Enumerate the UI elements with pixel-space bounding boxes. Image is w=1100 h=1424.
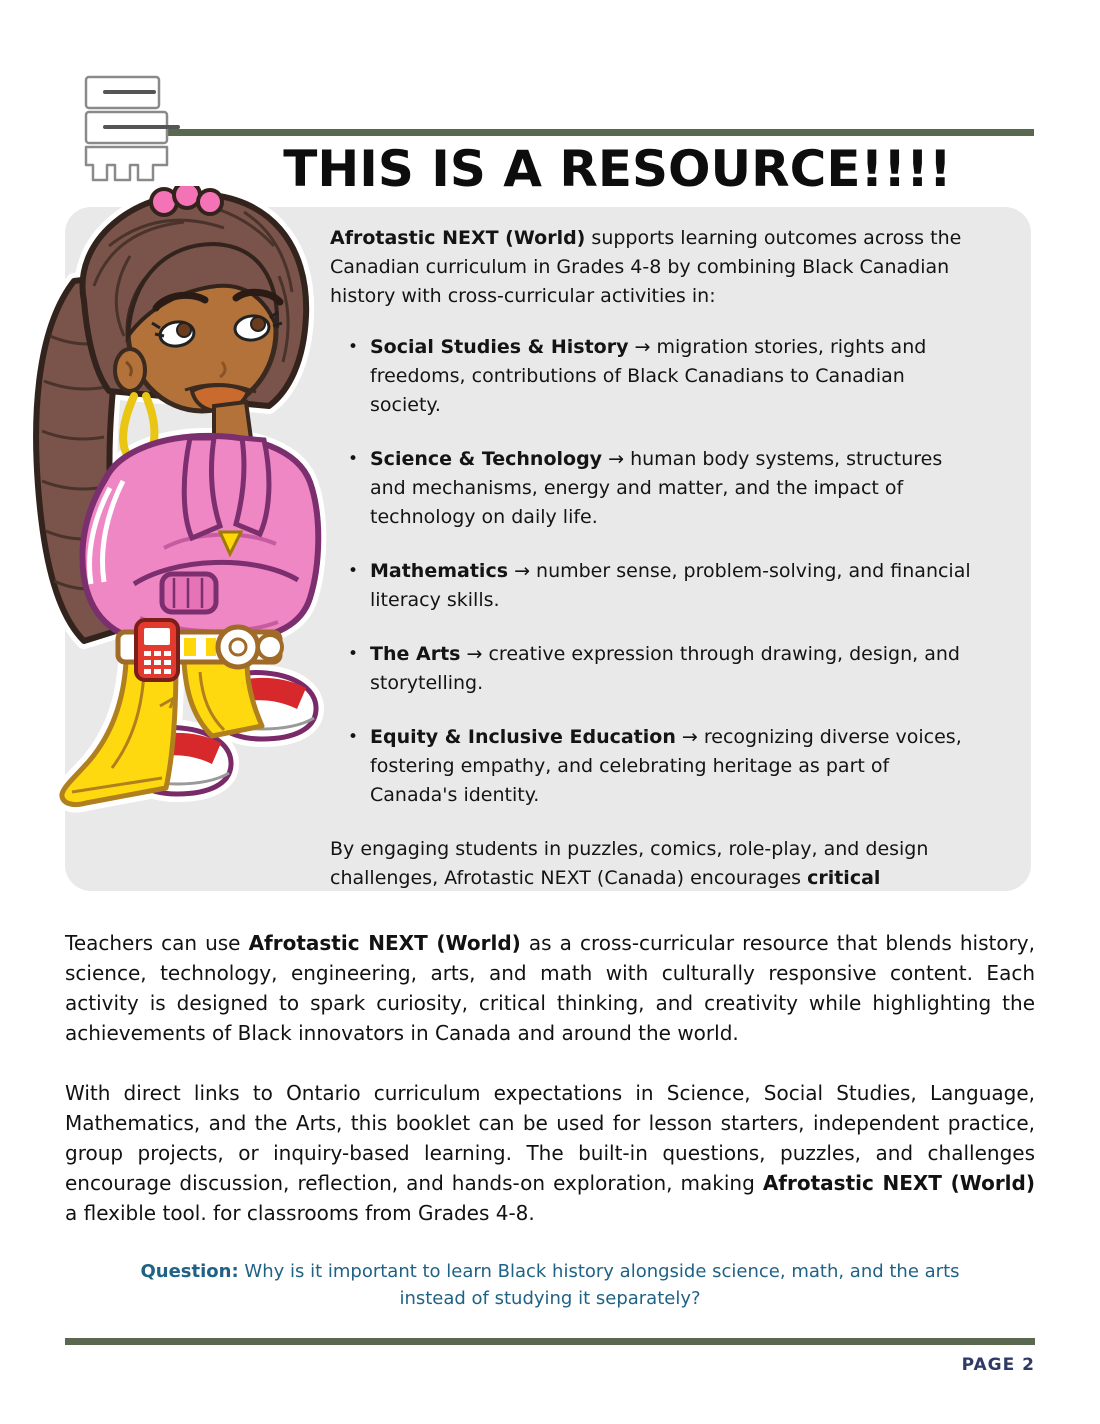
body-paragraph-2 — [65, 1078, 1035, 1228]
intro-rest: supports learning outcomes across the Canadian curriculum in Grades 4-8 by combining Black Canadian history with cross-curricular activities in: — [330, 227, 962, 307]
body-paragraph-1 — [65, 928, 1035, 1048]
list-item — [330, 333, 975, 420]
list-item — [330, 557, 975, 615]
bullet-icon: • — [348, 449, 359, 469]
closing-pre: By engaging students in puzzles, comics, role-play, and design challenges, Afrotastic NEXT (Canada) encourages — [330, 838, 929, 889]
page-number: PAGE 2 — [961, 1355, 1035, 1375]
arrow-icon: → — [634, 336, 651, 358]
closing-paragraph — [330, 835, 975, 893]
pink-hoodie — [82, 436, 318, 640]
bullet-desc: recognizing diverse voices, fostering empathy, and celebrating heritage as part of Canada's identity. — [370, 726, 962, 806]
bullet-icon: • — [348, 644, 359, 664]
arrow-icon: → — [466, 643, 483, 665]
maze-comb-logo-icon — [74, 72, 182, 186]
bullet-icon: • — [348, 561, 359, 581]
bullet-desc: number sense, problem-solving, and financial literacy skills. — [370, 560, 971, 611]
p1-post: as a cross-curricular resource that blends history, science, technology, engineering, arts, and math with culturally responsive content. Each activity is designed to spark curiosity, critical thinking, and creativity while highlighting the achievements of Black innovators in Canada and around the world. — [65, 931, 1035, 1045]
bullet-desc: migration stories, rights and freedoms, contributions of Black Canadians to Canadian society. — [370, 336, 927, 416]
p2-bold: Afrotastic NEXT (World) — [762, 1171, 1035, 1195]
p2-pre: With direct links to Ontario curriculum expectations in Science, Social Studies, Language, Mathematics, and the Arts, this booklet can be used for lesson starters, independent practice, group projects, or inquiry-based learning. The built-in questions, puzzles, and challenges encourage discussion, reflection, and hands-on exploration, making — [65, 1081, 1035, 1195]
bullet-title: Mathematics — [370, 560, 509, 582]
top-divider-rule — [112, 129, 1034, 136]
bullet-icon: • — [348, 337, 359, 357]
p1-bold: Afrotastic NEXT (World) — [248, 931, 521, 955]
arrow-icon: → — [681, 726, 698, 748]
bullet-title: The Arts — [370, 643, 461, 665]
list-item — [330, 445, 975, 532]
bottom-divider-rule — [65, 1338, 1035, 1345]
arrow-icon: → — [514, 560, 530, 582]
arrow-icon: → — [608, 448, 625, 470]
bullet-title: Social Studies & History — [370, 336, 629, 358]
page-title: THIS IS A RESOURCE!!!! — [283, 140, 952, 198]
bullet-title: Science & Technology — [370, 448, 603, 470]
bullet-title: Equity & Inclusive Education — [370, 726, 676, 748]
list-item — [330, 723, 975, 810]
girl-character-illustration — [14, 186, 338, 838]
question-text: Why is it important to learn Black history alongside science, math, and the arts instead of studying it separately? — [238, 1261, 960, 1309]
bullet-desc: creative expression through drawing, design, and storytelling. — [370, 643, 960, 694]
question-prompt — [135, 1258, 965, 1312]
intro-paragraph — [330, 224, 975, 311]
intro-bold: Afrotastic NEXT (World) — [330, 227, 586, 249]
closing-bold: critical — [807, 867, 881, 889]
bullet-desc: human body systems, structures and mechanisms, energy and matter, and the impact of technology on daily life. — [370, 448, 943, 528]
question-label: Question: — [140, 1261, 239, 1282]
cell-phone — [136, 620, 178, 680]
p1-pre: Teachers can use — [65, 931, 249, 955]
lower-section — [65, 928, 1035, 1375]
p2-post: a flexible tool. for classrooms from Grades 4-8. — [65, 1201, 535, 1225]
bullet-icon: • — [348, 727, 359, 747]
list-item — [330, 640, 975, 698]
resource-box-content — [330, 224, 975, 915]
